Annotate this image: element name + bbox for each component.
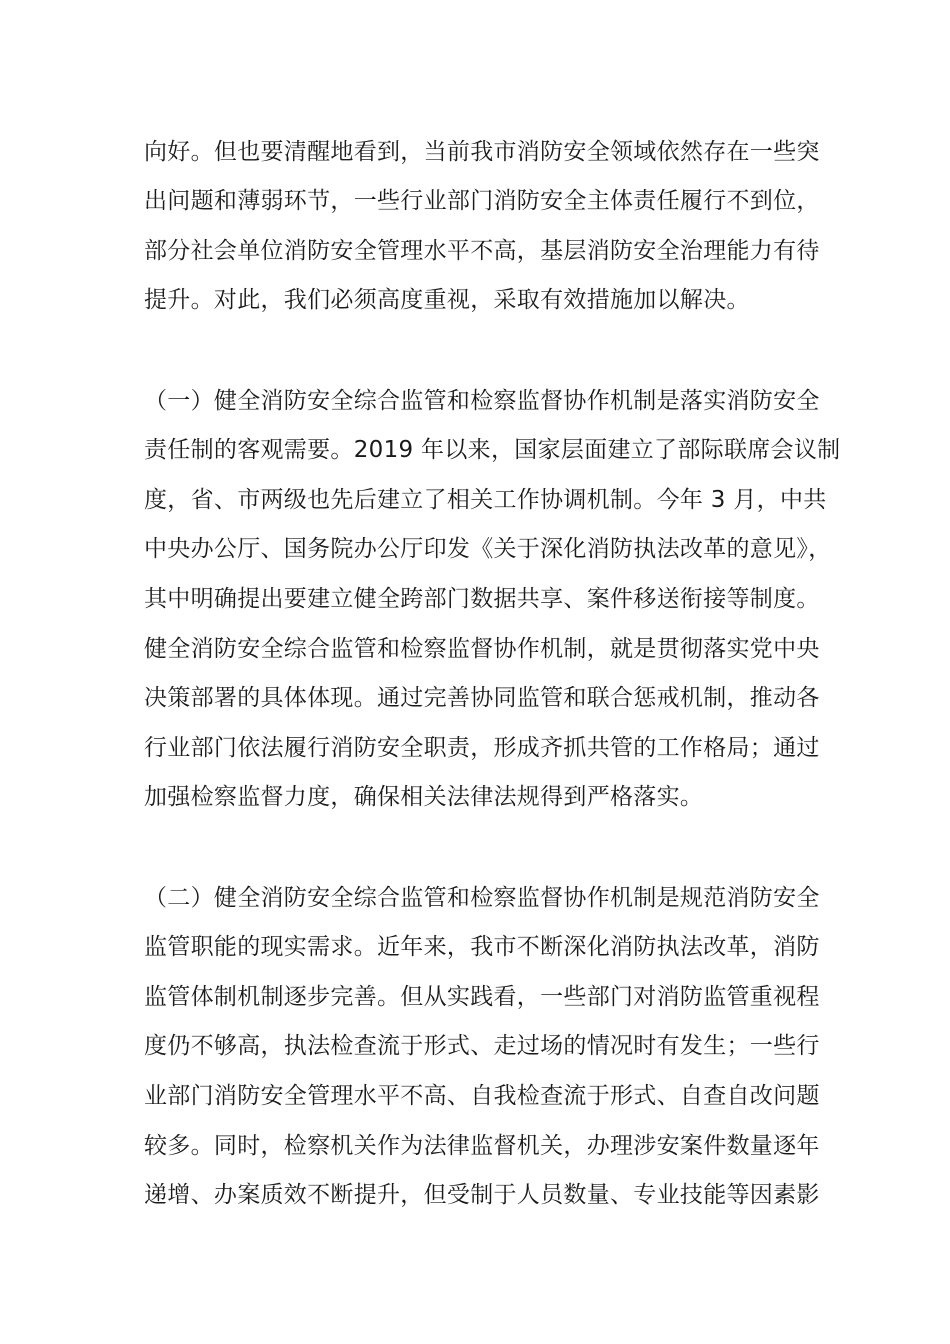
paragraph-2-line-7: 决策部署的具体体现。通过完善协同监管和联合惩戒机制，推动各 — [144, 685, 820, 711]
paragraph-3-line-4: 度仍不够高，执法检查流于形式、走过场的情况时有发生；一些行 — [144, 1033, 820, 1059]
paragraph-3-line-3: 监管体制机制逐步完善。但从实践看，一些部门对消防监管重视程 — [144, 984, 820, 1010]
paragraph-1-line-4: 提升。对此，我们必须高度重视，采取有效措施加以解决。 — [144, 287, 750, 313]
paragraph-3-line-2: 监管职能的现实需求。近年来，我市不断深化消防执法改革，消防 — [144, 934, 820, 960]
paragraph-2-line-8: 行业部门依法履行消防安全职责，形成齐抓共管的工作格局；通过 — [144, 735, 820, 761]
paragraph-3-line-5: 业部门消防安全管理水平不高、自我检查流于形式、自查自改问题 — [144, 1083, 820, 1109]
paragraph-2-line-4: 中央办公厅、国务院办公厅印发《关于深化消防执法改革的意见》， — [144, 536, 832, 562]
paragraph-3-line-6: 较多。同时，检察机关作为法律监督机关，办理涉安案件数量逐年 — [144, 1133, 820, 1159]
paragraph-1-line-3: 部分社会单位消防安全管理水平不高，基层消防安全治理能力有待 — [144, 238, 820, 264]
paragraph-3-line-7: 递增、办案质效不断提升，但受制于人员数量、专业技能等因素影 — [144, 1182, 820, 1208]
paragraph-2-line-6: 健全消防安全综合监管和检察监督协作机制，就是贯彻落实党中央 — [144, 636, 820, 662]
paragraph-3-line-1: （二）健全消防安全综合监管和检察监督协作机制是规范消防安全 — [144, 885, 820, 911]
paragraph-1-line-2: 出问题和薄弱环节，一些行业部门消防安全主体责任履行不到位， — [144, 188, 820, 214]
paragraph-2-line-1: （一）健全消防安全综合监管和检察监督协作机制是落实消防安全 — [144, 388, 820, 414]
paragraph-2-line-3: 度，省、市两级也先后建立了相关工作协调机制。今年 3 月，中共 — [144, 487, 827, 513]
paragraph-2-line-9: 加强检察监督力度，确保相关法律法规得到严格落实。 — [144, 784, 704, 810]
paragraph-1-line-1: 向好。但也要清醒地看到，当前我市消防安全领域依然存在一些突 — [144, 139, 820, 165]
paragraph-2-line-2: 责任制的客观需要。2019 年以来，国家层面建立了部际联席会议制 — [144, 437, 841, 463]
paragraph-2-line-5: 其中明确提出要建立健全跨部门数据共享、案件移送衔接等制度。 — [144, 586, 820, 612]
